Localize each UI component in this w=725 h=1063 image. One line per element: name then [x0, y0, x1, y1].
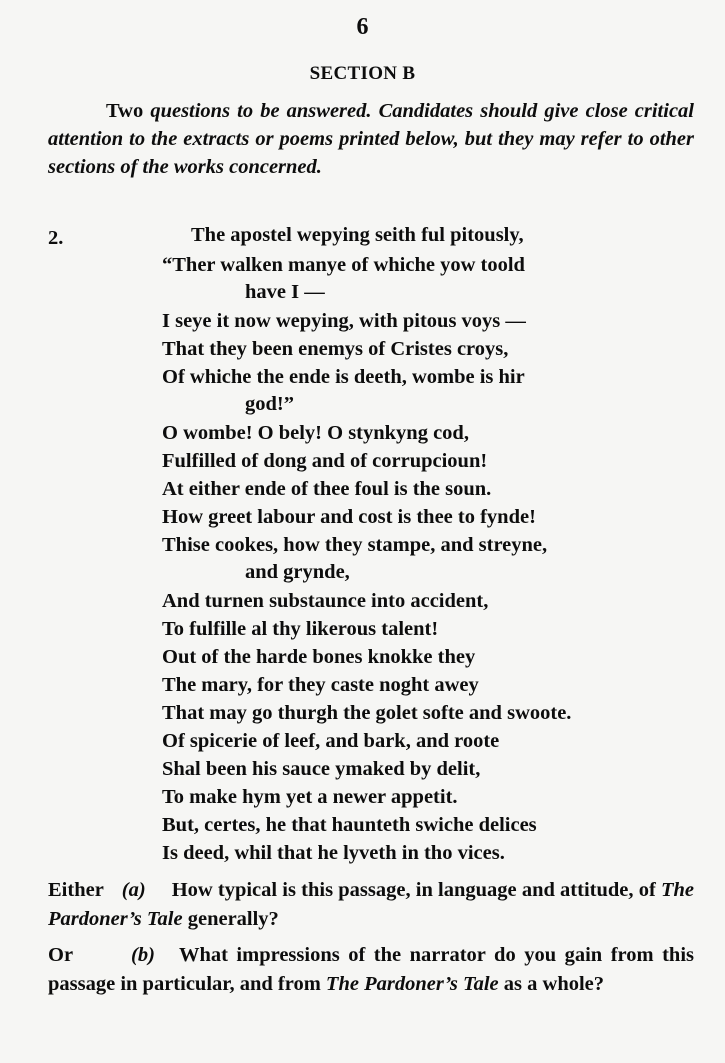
choice-a-text: How typical is this passage, in language and attitude, of [171, 879, 661, 901]
poem-line: and grynde, [245, 561, 350, 583]
choice-b-title: The Pardoner’s Tale [325, 973, 499, 995]
choice-a-title: The Pardoner’s Tale [48, 879, 694, 930]
choice-a-letter: (a) [121, 879, 146, 901]
choice-b-keyword: Or [48, 944, 74, 966]
choice-a-keyword: Either [48, 879, 104, 901]
poem-line: have I — [245, 281, 325, 303]
section-heading: SECTION B [309, 63, 416, 84]
poem-line: Out of the harde bones knokke they [162, 646, 476, 668]
poem-line: O wombe! O bely! O stynkyng cod, [162, 422, 469, 444]
poem-line: Of whiche the ende is deeth, wombe is hir [162, 366, 525, 388]
poem-line: That may go thurgh the golet softe and swoote. [162, 702, 572, 724]
instructions-lead: Two [106, 100, 144, 122]
choice-b [48, 941, 694, 999]
poem-line: How greet labour and cost is thee to fynde! [162, 506, 536, 528]
poem-line: “Ther walken manye of whiche yow toold [162, 254, 525, 276]
poem-line: god!” [245, 393, 294, 415]
poem-line: The mary, for they caste noght awey [162, 674, 479, 696]
choice-b-text-end: as a whole? [498, 973, 605, 995]
poem-line: Is deed, whil that he lyveth in tho vices. [162, 842, 505, 864]
choice-a [48, 876, 694, 934]
poem-line: I seye it now wepying, with pitous voys — [162, 310, 526, 332]
instructions-paragraph [48, 97, 694, 181]
poem-line: Of spicerie of leef, and bark, and roote [162, 730, 500, 752]
poem-line: To make hym yet a newer appetit. [162, 786, 458, 808]
poem-line: That they been enemys of Cristes croys, [162, 338, 509, 360]
page-number: 6 [356, 14, 369, 40]
poem-line: At either ende of thee foul is the soun. [162, 478, 492, 500]
poem-line: And turnen substaunce into accident, [162, 590, 489, 612]
poem-line: To fulfille al thy likerous talent! [162, 618, 439, 640]
choice-b-letter: (b) [131, 944, 155, 966]
poem-line: Thise cookes, how they stampe, and streyne, [162, 534, 548, 556]
instructions-text: questions to be answered. Candidates should give close critical attention to the extracts or poems printed below, but they may refer to other sections of the works concerned. [48, 100, 694, 178]
choice-a-text-end: generally? [182, 908, 279, 930]
poem-line: Shal been his sauce ymaked by delit, [162, 758, 481, 780]
poem-line: But, certes, he that haunteth swiche delices [162, 814, 537, 836]
poem-line: Fulfilled of dong and of corrupcioun! [162, 450, 488, 472]
choice-b-text: What impressions of the narrator do you gain from this passage in particular, and from [48, 944, 694, 995]
poem-line: The apostel wepying seith ful pitously, [191, 224, 524, 246]
question-number: 2. [48, 227, 64, 249]
